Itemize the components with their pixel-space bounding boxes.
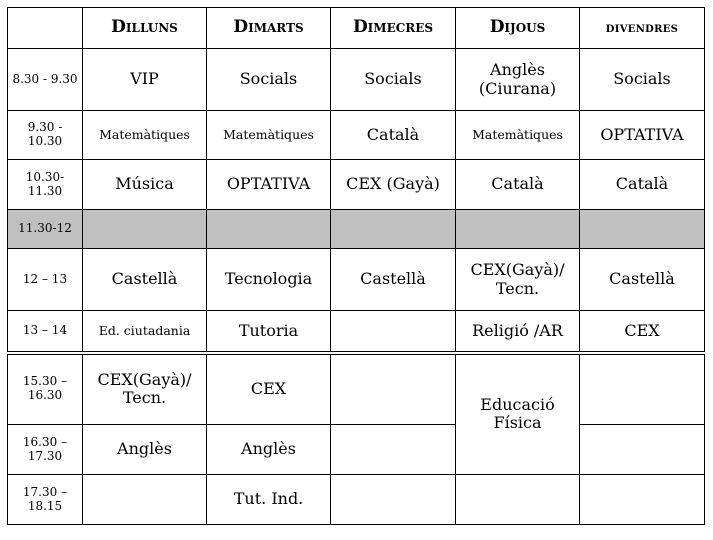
class-cell: CEX [580, 311, 705, 353]
break-cell [456, 210, 580, 249]
break-cell [83, 210, 207, 249]
class-cell: VIP [83, 49, 207, 111]
class-cell: Castellà [83, 249, 207, 311]
time-slot: 8.30 - 9.30 [8, 49, 83, 111]
day-header: Dimecres [331, 8, 456, 49]
class-cell: OPTATIVA [207, 160, 331, 210]
class-cell: Tecnologia [207, 249, 331, 311]
class-cell: Castellà [580, 249, 705, 311]
class-cell: Castellà [331, 249, 456, 311]
class-cell [331, 311, 456, 353]
class-cell [83, 475, 207, 525]
break-cell [331, 210, 456, 249]
time-slot: 10.30-11.30 [8, 160, 83, 210]
class-cell-merged: Educació Física [456, 353, 580, 475]
class-cell [580, 353, 705, 425]
timetable-row [8, 49, 705, 111]
day-header: divendres [580, 8, 705, 49]
timetable [7, 7, 705, 525]
break-cell [207, 210, 331, 249]
timetable-row [8, 249, 705, 311]
break-row [8, 210, 705, 249]
class-cell: Tut. Ind. [207, 475, 331, 525]
header-row [8, 8, 705, 49]
class-cell [580, 425, 705, 475]
class-cell: Matemàtiques [83, 111, 207, 160]
day-header: Dimarts [207, 8, 331, 49]
time-slot: 12 – 13 [8, 249, 83, 311]
class-cell [456, 475, 580, 525]
class-cell: Religió /AR [456, 311, 580, 353]
class-cell: CEX (Gayà) [331, 160, 456, 210]
class-cell: Tutoria [207, 311, 331, 353]
timetable-row [8, 160, 705, 210]
class-cell: CEX(Gayà)/ Tecn. [83, 353, 207, 425]
day-header: Dijous [456, 8, 580, 49]
timetable-row [8, 353, 705, 425]
time-slot: 9.30 - 10.30 [8, 111, 83, 160]
class-cell: Català [580, 160, 705, 210]
class-cell: OPTATIVA [580, 111, 705, 160]
class-cell: Català [331, 111, 456, 160]
class-cell: Matemàtiques [456, 111, 580, 160]
class-cell: Socials [207, 49, 331, 111]
class-cell [331, 475, 456, 525]
class-cell: Anglès [83, 425, 207, 475]
class-cell [331, 425, 456, 475]
time-slot: 13 – 14 [8, 311, 83, 353]
timetable-row [8, 425, 705, 475]
class-cell: Socials [580, 49, 705, 111]
class-cell: Matemàtiques [207, 111, 331, 160]
time-slot: 15.30 – 16.30 [8, 353, 83, 425]
corner-cell [8, 8, 83, 49]
break-cell [580, 210, 705, 249]
timetable-row [8, 475, 705, 525]
class-cell: CEX(Gayà)/ Tecn. [456, 249, 580, 311]
timetable-row [8, 311, 705, 353]
class-cell: Anglès (Ciurana) [456, 49, 580, 111]
timetable-sheet [7, 7, 705, 525]
class-cell [331, 353, 456, 425]
class-cell: Ed. ciutadania [83, 311, 207, 353]
class-cell: Música [83, 160, 207, 210]
time-slot: 16.30 – 17.30 [8, 425, 83, 475]
class-cell [580, 475, 705, 525]
time-slot: 17.30 – 18.15 [8, 475, 83, 525]
class-cell: CEX [207, 353, 331, 425]
timetable-row [8, 111, 705, 160]
class-cell: Anglès [207, 425, 331, 475]
day-header: Dilluns [83, 8, 207, 49]
time-slot: 11.30-12 [8, 210, 83, 249]
class-cell: Socials [331, 49, 456, 111]
class-cell: Català [456, 160, 580, 210]
